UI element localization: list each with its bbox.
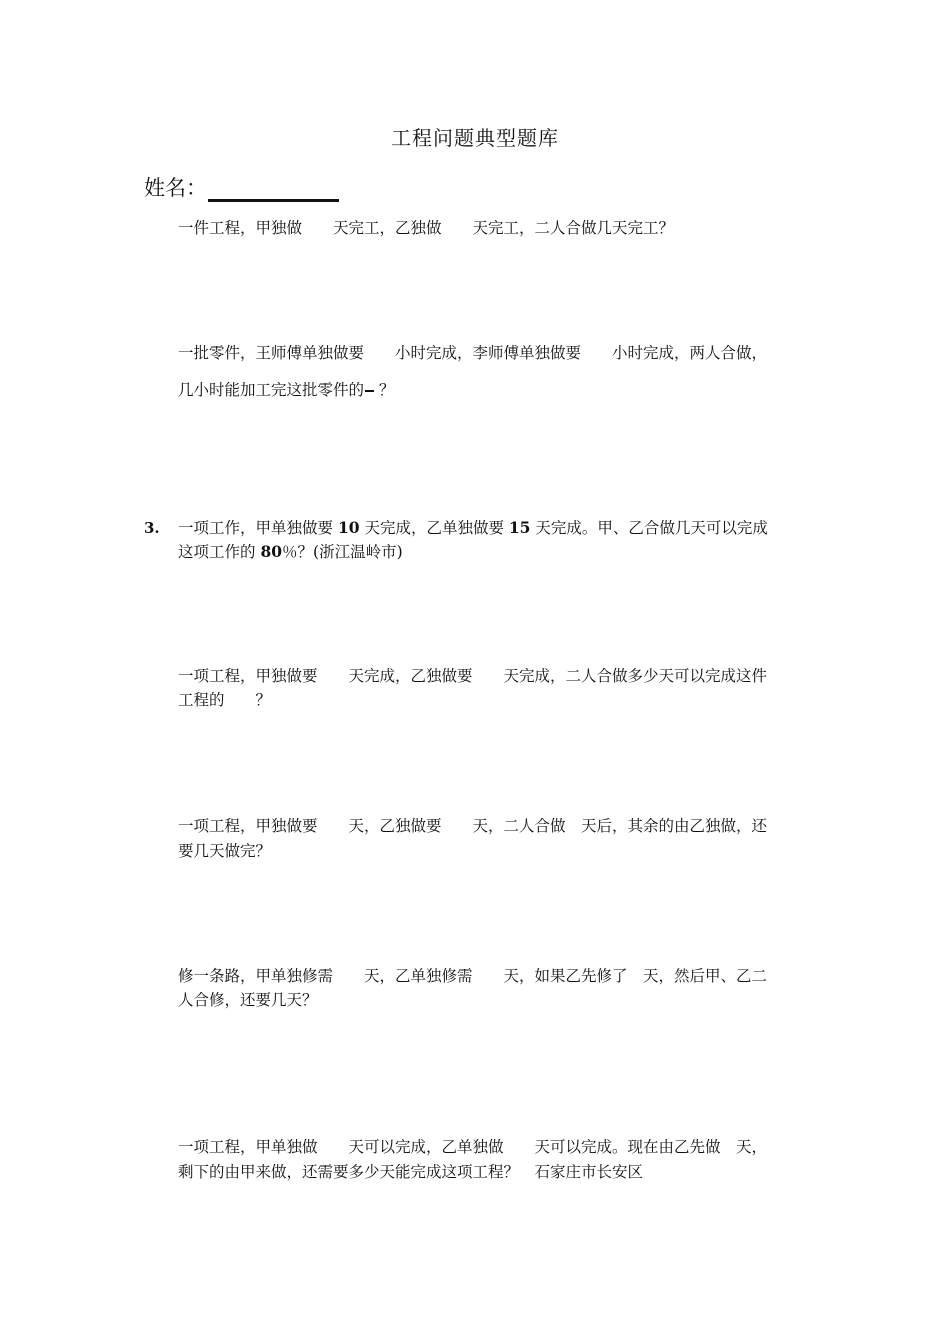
question-3-text-f: 这项工作的 [178, 543, 261, 561]
name-blank-line [208, 199, 339, 202]
question-2-line-1: 一批零件，王师傅单独做要 小时完成，李师傅单独做要 小时完成，两人合做， [178, 344, 768, 362]
question-3-value-10: 10 [337, 518, 360, 537]
question-3-text-c: 天完成，乙单独做要 [359, 519, 509, 537]
question-3-line-2 [178, 541, 403, 563]
fraction-mark [365, 390, 374, 392]
question-3-text-g: ％？(浙江温岭市) [282, 543, 403, 561]
question-3-number: 3. [144, 519, 160, 537]
question-4-line-1: 一项工程，甲独做要 天完成，乙独做要 天完成，二人合做多少天可以完成这件 [178, 667, 768, 685]
name-label: 姓名： [144, 176, 207, 200]
question-3-text-a: 一项工作，甲单独做要 [178, 519, 338, 537]
question-6-line-2: 人合修，还要几天？ [178, 991, 318, 1009]
question-2-line-2-suffix: ？ [374, 381, 395, 399]
page-title: 工程问题典型题库 [391, 126, 559, 150]
question-3-text-e: 天完成。甲、乙合做几天可以完成 [530, 519, 768, 537]
question-7-line-1: 一项工程，甲单独做 天可以完成，乙单独做 天可以完成。现在由乙先做 天， [178, 1138, 768, 1156]
question-7-line-2: 剩下的由甲来做，还需要多少天能完成这项工程？ 石家庄市长安区 [178, 1163, 644, 1181]
question-5-line-2: 要几天做完？ [178, 842, 272, 860]
question-6-line-1: 修一条路，甲单独修需 天，乙单独修需 天，如果乙先修了 天，然后甲、乙二 [178, 967, 768, 985]
question-4-line-2: 工程的 ？ [178, 691, 272, 709]
question-3-value-80: 80 [260, 542, 283, 561]
question-2-line-2-text: 几小时能加工完这批零件的 [178, 381, 365, 399]
question-5-line-1: 一项工程，甲独做要 天，乙独做要 天，二人合做 天后，其余的由乙独做，还 [178, 817, 768, 835]
question-3-value-15: 15 [508, 518, 531, 537]
question-1-line-1: 一件工程，甲独做 天完工，乙独做 天完工，二人合做几天完工？ [178, 219, 675, 237]
question-3-line-1 [178, 517, 768, 539]
question-2-line-2 [178, 379, 394, 401]
